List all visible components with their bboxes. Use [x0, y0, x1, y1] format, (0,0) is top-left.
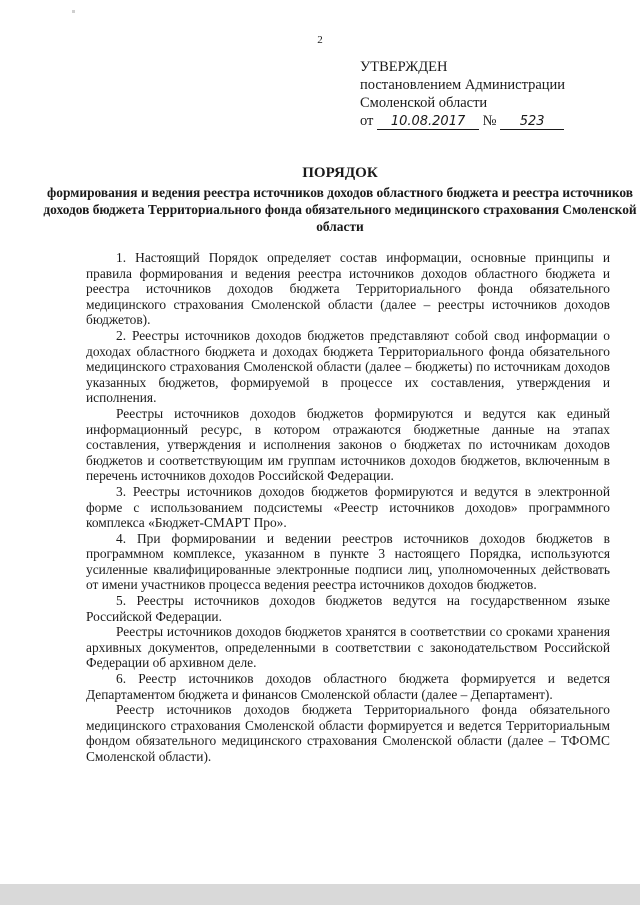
number-prefix: №: [482, 113, 497, 129]
approval-line-1: постановлением Администрации: [360, 77, 566, 93]
paragraph-9: Реестр источников доходов бюджета Территориального фонда обязательного медицинского страхования Смоленской области формируется и ведется Территориальным фондом обязательного медицинского страхования Смоленской области (далее – ТФОМС Смоленской области).: [86, 702, 610, 764]
approval-line-2: Смоленской области: [360, 95, 488, 111]
page-number: 2: [317, 34, 323, 46]
document-title-block: [40, 162, 640, 235]
paragraph-6: 5. Реестры источников доходов бюджетов ведутся на государственном языке Российской Федерации.: [86, 593, 610, 624]
paragraph-5: 4. При формировании и ведении реестров источников доходов бюджетов в программном комплексе, указанном в пункте 3 настоящего Порядка, используются усиленные квалифицированные электронные подписи лиц, уполномоченных действовать от имени участников процесса ведения реестра источников доходов бюджетов.: [86, 530, 610, 593]
document-body: [86, 250, 610, 765]
approval-heading: УТВЕРЖДЕН: [360, 59, 448, 75]
approval-stamp: [360, 58, 565, 130]
approval-date-line: [360, 112, 565, 130]
date-prefix: от: [360, 113, 374, 129]
paragraph-1: 1. Настоящий Порядок определяет состав информации, основные принципы и правила формирования и ведения реестра источников доходов областного бюджета и реестра источников доходов бюджета Территориального фонда обязательного медицинского страхования Смоленской области (далее – реестры источников доходов бюджетов).: [86, 250, 610, 328]
handwritten-date: 10.08.2017: [377, 115, 479, 130]
document-subtitle: формирования и ведения реестра источников доходов областного бюджета и реестра источников доходов бюджета Территориального фонда обязательного медицинского страхования Смоленской области: [43, 185, 637, 234]
scan-edge-band: [0, 884, 640, 905]
paragraph-7: Реестры источников доходов бюджетов хранятся в соответствии со сроками хранения архивных документов, определенными в соответствии с законодательством Российской Федерации об архивном деле.: [86, 624, 610, 671]
paragraph-8: 6. Реестр источников доходов областного бюджета формируется и ведется Департаментом бюджета и финансов Смоленской области (далее – Департамент).: [86, 671, 610, 702]
paragraph-2: 2. Реестры источников доходов бюджетов представляют собой свод информации о доходах областного бюджета и доходах бюджета Территориального фонда обязательного медицинского страхования Смоленской области (далее – бюджеты) по источникам доходов указанных бюджетов, формируемой в процессе их составления, утверждения и исполнения.: [86, 327, 610, 406]
scan-speck: [72, 10, 75, 13]
document-title: ПОРЯДОК: [302, 165, 378, 181]
paragraph-4: 3. Реестры источников доходов бюджетов формируются и ведутся в электронной форме с использованием подсистемы «Реестр источников доходов» программного комплекса «Бюджет-СМАРТ Про».: [86, 483, 610, 531]
handwritten-number: 523: [500, 115, 564, 130]
paragraph-3: Реестры источников доходов бюджетов формируются и ведутся как единый информационный ресурс, в котором отражаются бюджетные данные на этапах составления, утверждения и исполнения законов о бюджетах по источникам доходов бюджетов и соответствующим им группам источников доходов бюджетов, включенным в перечень источников доходов Российской Федерации.: [86, 405, 610, 484]
